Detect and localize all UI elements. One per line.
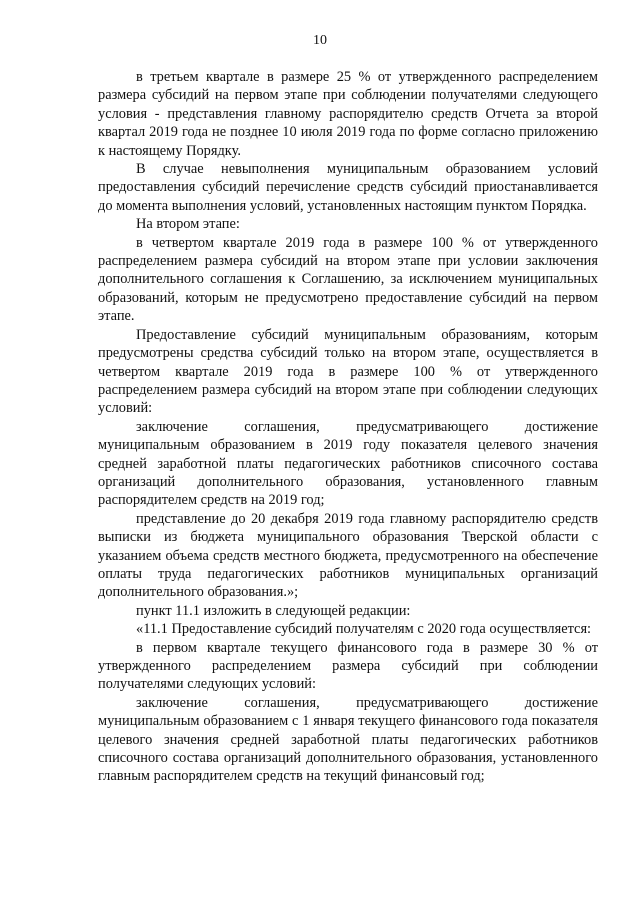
page-number: 10 (313, 33, 327, 48)
paragraph-item-11-1: «11.1 Предоставление субсидий получателям с 2020 года осуществляется: (136, 621, 592, 638)
paragraph-second-stage-heading: На втором этапе: (136, 216, 240, 233)
paragraph-agreement-current-year: заключение соглашения, предусматривающего достижение муниципальным образованием с 1 января текущего финансового года показателя целевого значения средней заработной платы педагогических работников списочного состава организаций дополнительного образования, установленного главным распорядителем средств на текущий финансовый год; (98, 694, 598, 785)
paragraph-item-11-1-intro: пункт 11.1 изложить в следующей редакции: (136, 602, 411, 619)
paragraph-first-quarter: в первом квартале текущего финансового года в размере 30 % от утвержденного распределением размера субсидий при соблюдении получателями следующих условий: (98, 639, 598, 693)
paragraph-fourth-quarter: в четвертом квартале 2019 года в размере 100 % от утвержденного распределением размера субсидий на втором этапе при условии заключения дополнительного соглашения к Соглашению, за исключением муниципальных образований, которым не предусмотрено предоставление субсидий на первом этапе. (98, 234, 598, 325)
paragraph-second-stage-only: Предоставление субсидий муниципальным образованиям, которым предусмотрены средства субсидий только на втором этапе, осуществляется в четвертом квартале 2019 года в размере 100 % от утвержденного распределением размера субсидий на втором этапе при соблюдении следующих условий: (98, 326, 598, 417)
document-body (98, 68, 598, 786)
paragraph-budget-extract: представление до 20 декабря 2019 года главному распорядителю средств выписки из бюджета муниципального образования Тверской области с указанием объема средств местного бюджета, предусмотренного на обеспечение оплаты труда педагогических работников муниципальных организаций дополнительного образования.»; (98, 510, 598, 601)
paragraph-agreement-2019: заключение соглашения, предусматривающего достижение муниципальным образованием в 2019 году показателя целевого значения средней заработной платы педагогических работников списочного состава организаций дополнительного образования, установленного главным распорядителем средств на 2019 год; (98, 418, 598, 509)
paragraph-third-quarter: в третьем квартале в размере 25 % от утвержденного распределением размера субсидий на первом этапе при соблюдении получателями следующего условия - представления главному распорядителю средств Отчета за второй квартал 2019 года не позднее 10 июля 2019 года по форме согласно приложению к настоящему Порядку. (98, 69, 598, 159)
paragraph-non-fulfillment: В случае невыполнения муниципальным образованием условий предоставления субсидий перечисление средств субсидий приостанавливается до момента выполнения условий, установленных настоящим пунктом Порядка. (98, 161, 598, 214)
